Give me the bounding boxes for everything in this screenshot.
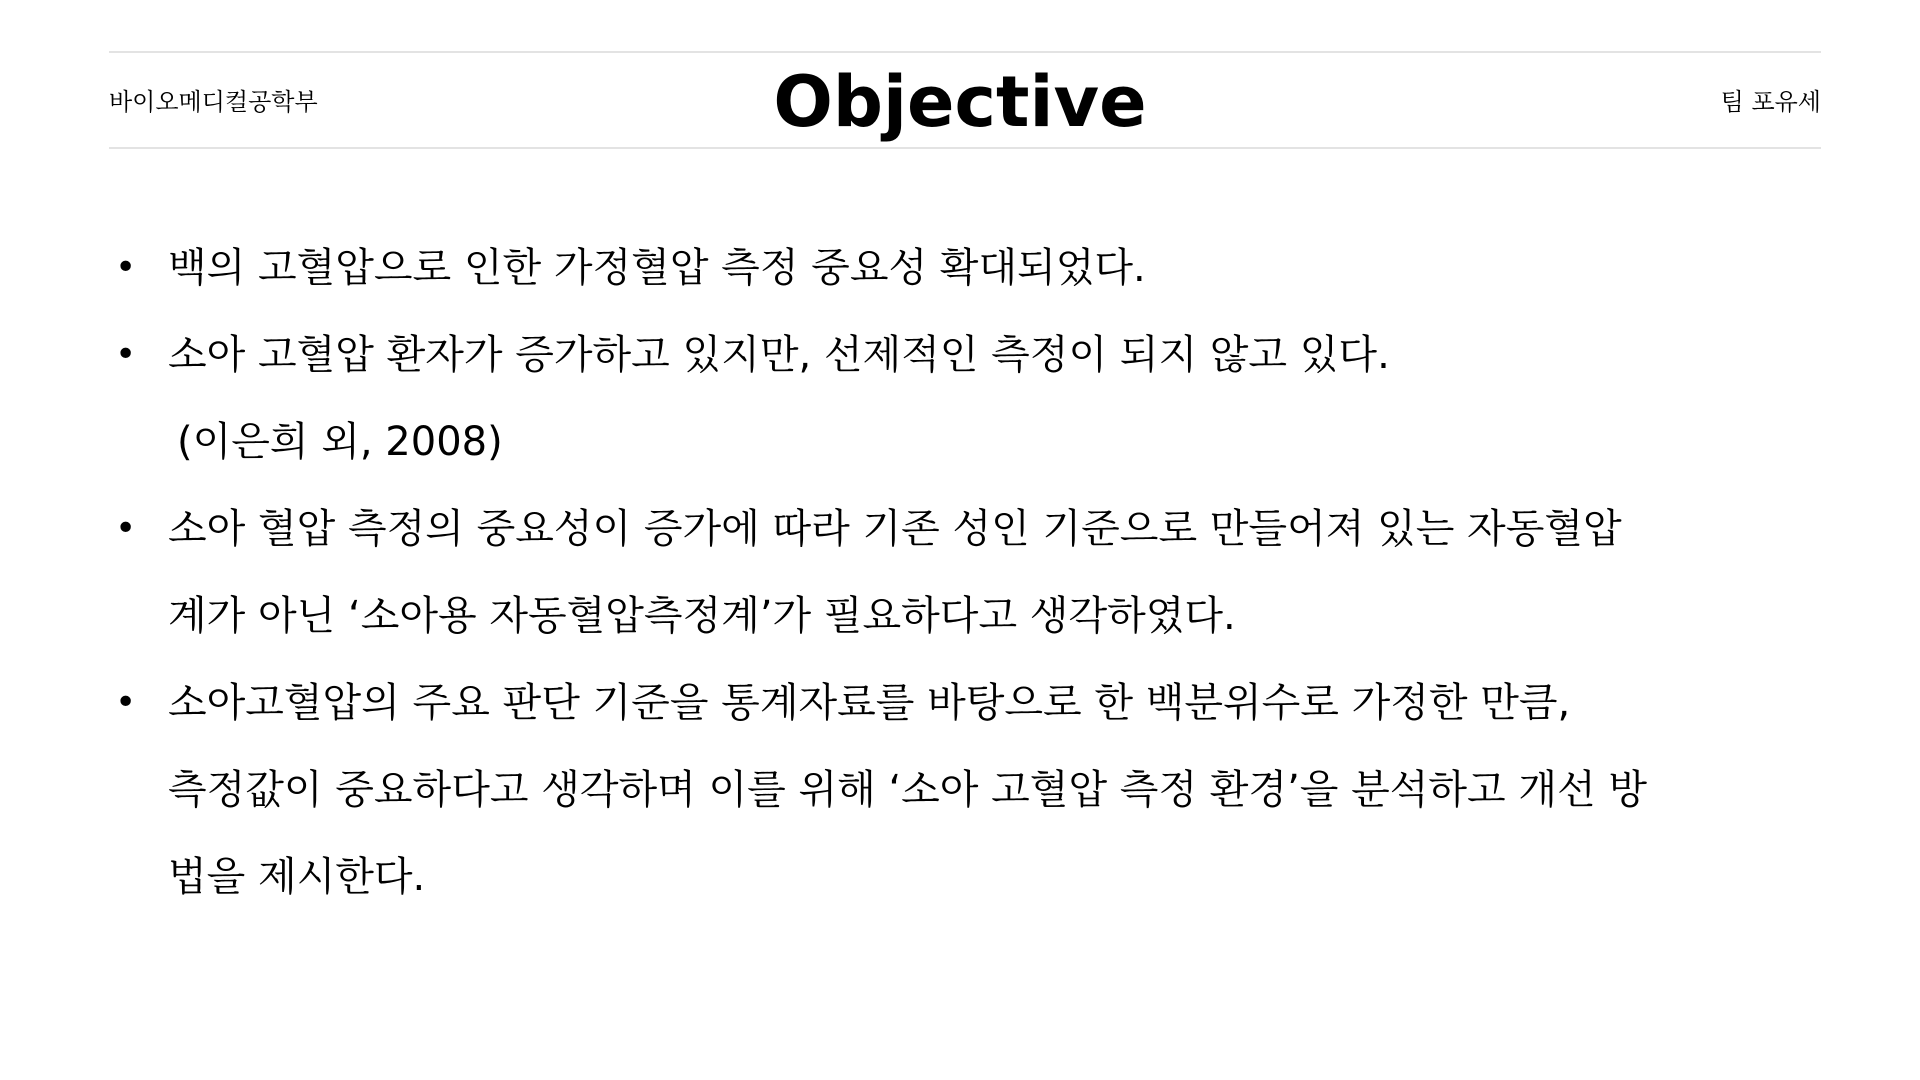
team-label: 팀 포유세: [1720, 88, 1821, 116]
header-bottom-rule: [109, 147, 1821, 149]
body-line-2: [115, 320, 1835, 407]
citation-text: (이은희 외, 2008): [177, 419, 503, 465]
page-title: Objective: [773, 61, 1147, 143]
bullet-marker: •: [115, 247, 137, 288]
bullet-marker: •: [115, 508, 137, 549]
body-line-4: [115, 494, 1835, 581]
header-top-rule: [109, 51, 1821, 53]
body-line-6: [115, 668, 1835, 755]
bullet-marker: •: [115, 682, 137, 723]
body-line-text: 법을 제시한다.: [168, 854, 426, 900]
body-line-text: 소아고혈압의 주요 판단 기준을 통계자료를 바탕으로 한 백분위수로 가정한 만큼,: [168, 680, 1571, 726]
objective-body: [115, 233, 1835, 929]
body-line-3: [115, 407, 1835, 494]
body-line-text: 계가 아닌 ‘소아용 자동혈압측정계’가 필요하다고 생각하였다.: [168, 593, 1236, 639]
bullet-marker: •: [115, 334, 137, 375]
body-line-text: 소아 고혈압 환자가 증가하고 있지만, 선제적인 측정이 되지 않고 있다.: [168, 332, 1390, 378]
body-line-text: 소아 혈압 측정의 중요성이 증가에 따라 기존 성인 기준으로 만들어져 있는 자동혈압: [168, 506, 1622, 552]
body-line-text: 측정값이 중요하다고 생각하며 이를 위해 ‘소아 고혈압 측정 환경’을 분석하고 개선 방: [168, 767, 1648, 813]
body-line-8: [115, 842, 1835, 929]
body-line-text: 백의 고혈압으로 인한 가정혈압 측정 중요성 확대되었다.: [168, 245, 1146, 291]
body-line-5: [115, 581, 1835, 668]
department-label: 바이오메디컬공학부: [109, 88, 318, 116]
body-line-7: [115, 755, 1835, 842]
body-line-1: [115, 233, 1835, 320]
